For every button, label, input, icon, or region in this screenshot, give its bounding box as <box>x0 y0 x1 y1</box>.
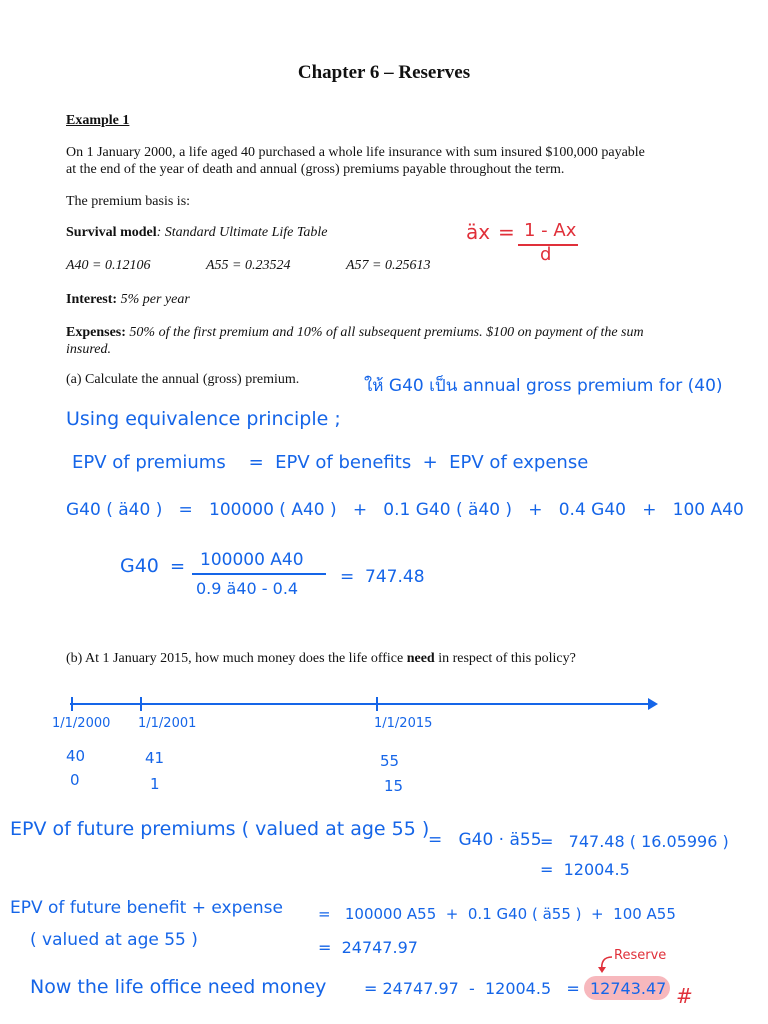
question-b-pre: (b) At 1 January 2015, how much money does the life office <box>66 651 407 666</box>
annuity-formula-denominator: d <box>540 244 552 265</box>
timeline-date-2015: 1/1/2015 <box>374 716 433 731</box>
question-b-need: need <box>406 651 435 666</box>
a57-value: A57 = 0.25613 <box>346 258 431 273</box>
thai-note: ให้ G40 เป็น annual gross premium for (40) <box>364 376 723 396</box>
timeline-age-41: 41 <box>145 749 165 767</box>
survival-value: : Standard Ultimate Life Table <box>156 225 328 240</box>
equivalence-heading: Using equivalence principle ; <box>66 408 341 430</box>
interest-label: Interest: <box>66 292 118 307</box>
annuity-formula-lhs: äx <box>466 220 491 244</box>
future-premiums-result: = 12004.5 <box>540 860 630 879</box>
epv-equation-line: EPV of premiums = EPV of benefits + EPV of expense <box>72 452 589 473</box>
expenses-label: Expenses: <box>66 325 126 340</box>
future-benefit-result: = 24747.97 <box>318 938 418 957</box>
reserve-value: 12743.47 <box>590 979 667 998</box>
future-premiums-calc: = 747.48 ( 16.05996 ) <box>540 832 729 851</box>
expenses-line-1 <box>66 325 644 341</box>
future-premiums-label: EPV of future premiums ( valued at age 55 ) <box>10 818 430 840</box>
hash-mark: # <box>676 984 693 1008</box>
a40-value: A40 = 0.12106 <box>66 258 151 273</box>
expenses-line-2: insured. <box>66 342 111 357</box>
timeline-age-40: 40 <box>66 747 86 765</box>
future-premiums-expr: = G40 · ä55 <box>428 830 542 850</box>
basis-intro: The premium basis is: <box>66 194 191 209</box>
g40-numerator: 100000 A40 <box>200 550 304 570</box>
timeline-age-55: 55 <box>380 752 400 770</box>
reserve-arrow-icon <box>596 954 614 974</box>
intro-line-1: On 1 January 2000, a life aged 40 purchased a whole life insurance with sum insured $100,000 payable <box>66 145 645 160</box>
g40-result: = 747.48 <box>340 567 425 587</box>
reserve-label: Reserve <box>614 948 667 963</box>
interest-line <box>66 292 190 308</box>
timeline-duration-15: 15 <box>384 777 404 795</box>
need-money-label: Now the life office need money <box>30 976 327 998</box>
annuity-formula-numerator: 1 - Ax <box>524 220 577 241</box>
timeline-duration-0: 0 <box>70 771 80 789</box>
need-money-calc: = 24747.97 - 12004.5 = <box>364 979 580 998</box>
question-b <box>66 651 576 667</box>
intro-line-2: at the end of the year of death and annual (gross) premiums payable throughout the term. <box>66 162 565 177</box>
example-label: Example 1 <box>66 113 130 128</box>
g40-denominator: 0.9 ä40 - 0.4 <box>196 579 299 598</box>
survival-label: Survival model <box>66 225 157 240</box>
timeline-date-2001: 1/1/2001 <box>138 716 197 731</box>
question-a: (a) Calculate the annual (gross) premium. <box>66 372 300 387</box>
timeline-date-2000: 1/1/2000 <box>52 716 111 731</box>
interest-value: 5% per year <box>120 292 190 307</box>
expenses-text: 50% of the first premium and 10% of all subsequent premiums. $100 on payment of the sum <box>129 325 644 340</box>
timeline-arrowhead <box>648 698 658 710</box>
g40-eq: = <box>170 556 186 577</box>
a55-value: A55 = 0.23524 <box>206 258 291 273</box>
page-title: Chapter 6 – Reserves <box>297 62 471 83</box>
question-b-post: in respect of this policy? <box>434 651 576 666</box>
timeline-duration-1: 1 <box>150 775 160 793</box>
annuity-formula-eq: = <box>498 220 515 244</box>
future-benefit-valued: ( valued at age 55 ) <box>30 930 198 950</box>
timeline-axis <box>60 694 660 718</box>
future-benefit-expr: = 100000 A55 + 0.1 G40 ( ä55 ) + 100 A55 <box>318 905 676 923</box>
future-benefit-label: EPV of future benefit + expense <box>10 898 283 918</box>
equivalence-equation: G40 ( ä40 ) = 100000 ( A40 ) + 0.1 G40 ( ä40 ) + 0.4 G40 + 100 A40 <box>66 500 744 520</box>
g40-lhs: G40 <box>120 555 159 577</box>
g40-fraction-bar <box>192 573 326 575</box>
survival-model <box>66 225 327 241</box>
